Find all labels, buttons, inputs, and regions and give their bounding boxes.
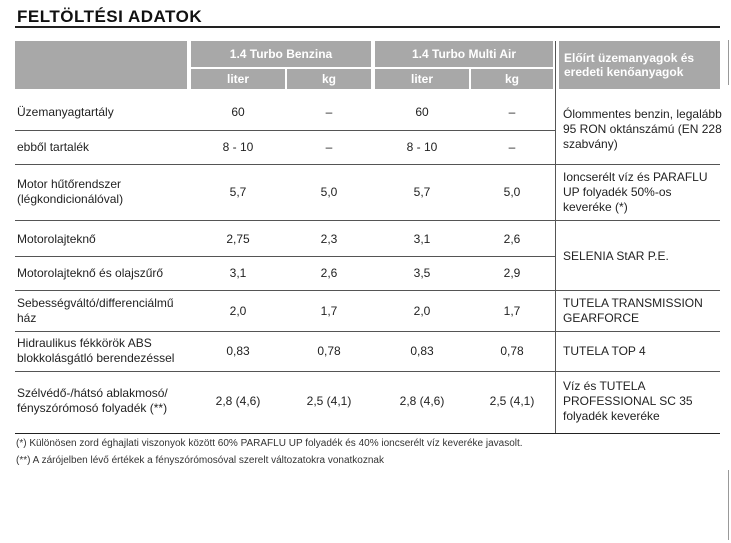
cell-multiair-kg: –	[508, 139, 516, 154]
cell-benzina-kg: 1,7	[320, 303, 338, 318]
cell-benzina-liter: 3,1	[229, 265, 247, 280]
header-group-multiair: 1.4 Turbo Multi Air	[375, 41, 553, 67]
spec-coolant: Ioncserélt víz és PARAFLU UP folyadék 50%-os keveréke (*)	[563, 169, 708, 214]
cell-multiair-kg: 5,0	[503, 184, 521, 199]
cell-multiair-liter: 5,7	[413, 184, 431, 199]
spec-brake-fluid: TUTELA TOP 4	[563, 343, 646, 358]
cell-benzina-kg: 2,3	[320, 231, 338, 246]
spec-gearbox-oil: TUTELA TRANSMISSION GEARFORCE	[563, 296, 703, 325]
cell-benzina-liter: 60	[231, 104, 245, 119]
table-bottom-rule	[15, 433, 720, 434]
row-label: Üzemanyagtartály	[17, 104, 114, 119]
cell-benzina-liter: 2,0	[229, 303, 247, 318]
row-divider	[15, 164, 720, 165]
cell-benzina-kg: –	[325, 104, 333, 119]
row-label: Motorolajteknő	[17, 231, 96, 246]
row-divider	[15, 331, 720, 332]
cell-benzina-liter: 8 - 10	[222, 139, 254, 154]
row-label: Sebességváltó/differenciálmű ház	[17, 296, 174, 325]
page-edge-mark	[728, 470, 729, 540]
page-edge-mark	[728, 40, 729, 85]
header-group-benzina: 1.4 Turbo Benzina	[191, 41, 371, 67]
cell-benzina-kg: 0,78	[317, 343, 341, 358]
cell-multiair-kg: 0,78	[500, 343, 524, 358]
row-divider	[15, 256, 555, 257]
row-label: Motorolajteknő és olajszűrő	[17, 265, 164, 280]
cell-benzina-liter: 5,7	[229, 184, 247, 199]
cell-multiair-kg: 1,7	[503, 303, 521, 318]
cell-benzina-kg: 2,5 (4,1)	[306, 393, 352, 408]
row-label: Motor hűtőrendszer (légkondicionálóval)	[17, 177, 124, 206]
title-underline	[15, 26, 720, 28]
row-divider	[15, 371, 720, 372]
header-unit-liter: liter	[375, 69, 469, 89]
page-title: FELTÖLTÉSI ADATOK	[17, 7, 203, 26]
cell-multiair-kg: 2,5 (4,1)	[489, 393, 535, 408]
cell-benzina-liter: 0,83	[226, 343, 250, 358]
cell-multiair-kg: –	[508, 104, 516, 119]
cell-multiair-liter: 2,8 (4,6)	[399, 393, 445, 408]
row-label: Hidraulikus fékkörök ABS blokkolásgátló berendezéssel	[17, 336, 175, 365]
row-divider	[15, 220, 720, 221]
cell-benzina-kg: 5,0	[320, 184, 338, 199]
row-divider	[15, 290, 720, 291]
row-label: Szélvédő-/hátsó ablakmosó/ fényszórómosó folyadék (**)	[17, 386, 168, 415]
cell-multiair-liter: 0,83	[410, 343, 434, 358]
cell-multiair-liter: 8 - 10	[406, 139, 438, 154]
header-blank-cell	[15, 41, 187, 89]
header-unit-kg: kg	[471, 69, 553, 89]
cell-multiair-liter: 3,5	[413, 265, 431, 280]
footnote-2: (**) A zárójelben lévő értékek a fényszórómosóval szerelt változatokra vonatkoznak	[16, 455, 384, 466]
header-lubricants: Előírt üzemanyagok és eredeti kenőanyagok	[559, 41, 720, 89]
spec-washer-fluid: Víz és TUTELA PROFESSIONAL SC 35 folyadék keveréke	[563, 378, 693, 423]
column-divider	[555, 41, 556, 433]
spec-engine-oil: SELENIA StAR P.E.	[563, 248, 669, 263]
row-label: ebből tartalék	[17, 139, 90, 154]
cell-multiair-liter: 2,0	[413, 303, 431, 318]
cell-benzina-kg: –	[325, 139, 333, 154]
header-unit-liter: liter	[191, 69, 285, 89]
cell-multiair-kg: 2,6	[503, 231, 521, 246]
header-unit-kg: kg	[287, 69, 371, 89]
cell-benzina-liter: 2,75	[226, 231, 250, 246]
cell-multiair-kg: 2,9	[503, 265, 521, 280]
cell-benzina-liter: 2,8 (4,6)	[215, 393, 261, 408]
cell-benzina-kg: 2,6	[320, 265, 338, 280]
cell-multiair-liter: 3,1	[413, 231, 431, 246]
row-divider	[15, 130, 555, 131]
cell-multiair-liter: 60	[415, 104, 429, 119]
footnote-1: (*) Különösen zord éghajlati viszonyok között 60% PARAFLU UP folyadék és 40% ioncserélt víz keveréke javasolt.	[16, 438, 523, 449]
spec-fuel: Ólommentes benzin, legalább 95 RON oktánszámú (EN 228 szabvány)	[563, 106, 722, 151]
